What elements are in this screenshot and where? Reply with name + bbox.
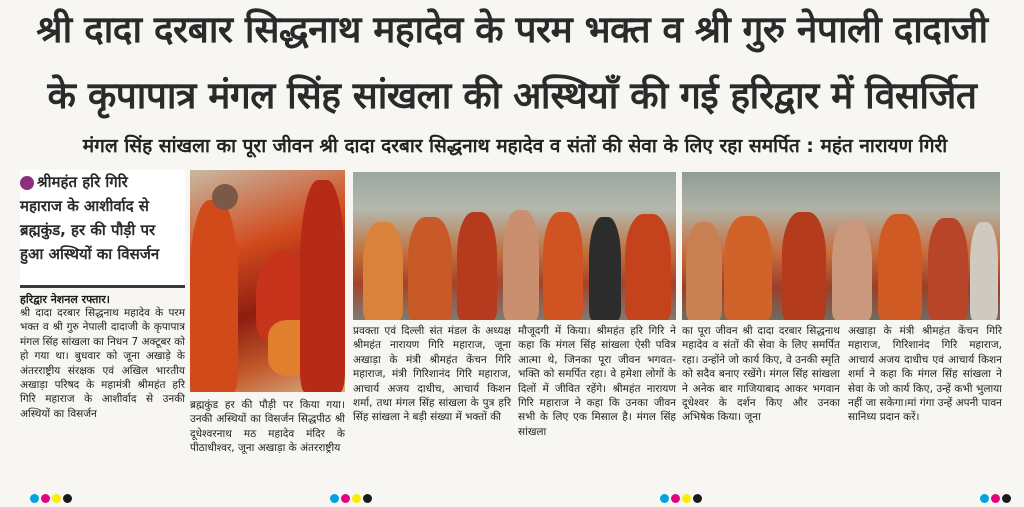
subheadline: मंगल सिंह सांखला का पूरा जीवन श्री दादा दरबार सिद्धनाथ महादेव व संतों की सेवा के लिए रहा समर्पित : महंत नारायण गिरी xyxy=(82,135,948,157)
headline-line-1: श्री दादा दरबार सिद्धनाथ महादेव के परम भक्त व श्री गुरु नेपाली दादाजी xyxy=(36,8,988,51)
highlight-line-3: ब्रह्मकुंड, हर की पौड़ी पर xyxy=(20,221,156,239)
headline-line-2: के कृपापात्र मंगल सिंह सांखला की अस्थियाँ की गई हरिद्वार में विसर्जित xyxy=(47,74,977,117)
print-registration-marks-center-right xyxy=(660,488,704,498)
article-column-6: अखाड़ा के मंत्री श्रीमहंत केंचन गिरि महाराज, गिरिशानंद गिरि महाराज, आचार्य अजय दाधीच एवं आचार्य किशन शर्मा ने कहा कि मंगल सिंह सांखला ने सेवा के जो कार्य किए, उन्हें कभी भुलाया नहीं जा सकेगा।मां गंगा उन्हें अपनी पावन सानिध्य प्रदान करें। xyxy=(848,325,1002,424)
saints-gathering-photo xyxy=(353,172,676,320)
print-registration-marks-center-left xyxy=(330,488,374,498)
highlight-divider xyxy=(20,285,185,288)
ganga-ghat-ceremony-photo xyxy=(682,172,1000,320)
bullet-icon xyxy=(20,176,34,190)
article-column-5: का पूरा जीवन श्री दादा दरबार सिद्धनाथ महादेव व संतों की सेवा के लिए समर्पित रहा। उन्होंने जो कार्य किए, वे उनकी स्मृति को सदैव बनाए रखेंगे। मंगल सिंह सांखला ने अनेक बार गाजियाबाद आकर भगवान दूधेश्वर के दर्शन किए और उनका अभिषेक किया। जूना xyxy=(682,325,840,424)
highlight-line-2: महाराज के आशीर्वाद से xyxy=(20,197,149,215)
ritual-offering-photo xyxy=(190,170,345,392)
print-registration-marks-right xyxy=(980,488,1013,498)
highlight-box xyxy=(20,170,185,288)
highlight-line-1: श्रीमहंत हरि गिरि xyxy=(20,170,185,194)
article-column-1: श्री दादा दरबार सिद्धनाथ महादेव के परम भक्त व श्री गुरु नेपाली दादाजी के कृपापात्र मंगल सिंह सांखला का निधन 7 अक्टूबर को हो गया था। बुधवार को जूना अखाड़े के अंतरराष्ट्रीय संरक्षक एवं अखिल भारतीय अखाड़ा परिषद के महामंत्री श्रीमहंत हरि गिरि महाराज के आशीर्वाद से उनकी अस्थियों का विसर्जन xyxy=(20,307,185,420)
article-column-3: प्रवक्ता एवं दिल्ली संत मंडल के अध्यक्ष श्रीमहंत नारायण गिरि महाराज, जूना अखाड़ा के मंत्री श्रीमहंत केंचन गिरि महाराज, मंत्री गिरिशानंद गिरि महाराज, आचार्य अजय दाधीच, आचार्य किशन शर्मा, तथा मंगल सिंह सांखला के पुत्र हरि सिंह सांखला ने बड़ी संख्या में भक्तों की xyxy=(353,325,511,424)
byline: हरिद्वार नेशनल रफ्तार। xyxy=(20,293,110,306)
article-column-2: ब्रह्मकुंड हर की पौड़ी पर किया गया। उनकी अस्थियों का विसर्जन सिद्धपीठ श्री दूधेश्वरनाथ मठ महादेव मंदिर के पीठाधीश्वर, जूना अखाड़ा के अंतरराष्ट्रीय xyxy=(190,399,345,455)
article-column-4: मौजूदगी में किया। श्रीमहंत हरि गिरि ने कहा कि मंगल सिंह सांखला ऐसी पवित्र आत्मा थे, जिनका पूरा जीवन भगवत-भक्ति को समर्पित रहा। वे हमेशा लोगों के दिलों में जीवित रहेंगे। श्रीमहंत नारायण गिरि महाराज ने कहा कि उनका जीवन सभी के लिए एक मिसाल है। मंगल सिंह सांखला xyxy=(518,325,676,438)
highlight-line-4: हुआ अस्थियों का विसर्जन xyxy=(20,245,160,263)
print-registration-marks-left xyxy=(30,488,74,498)
